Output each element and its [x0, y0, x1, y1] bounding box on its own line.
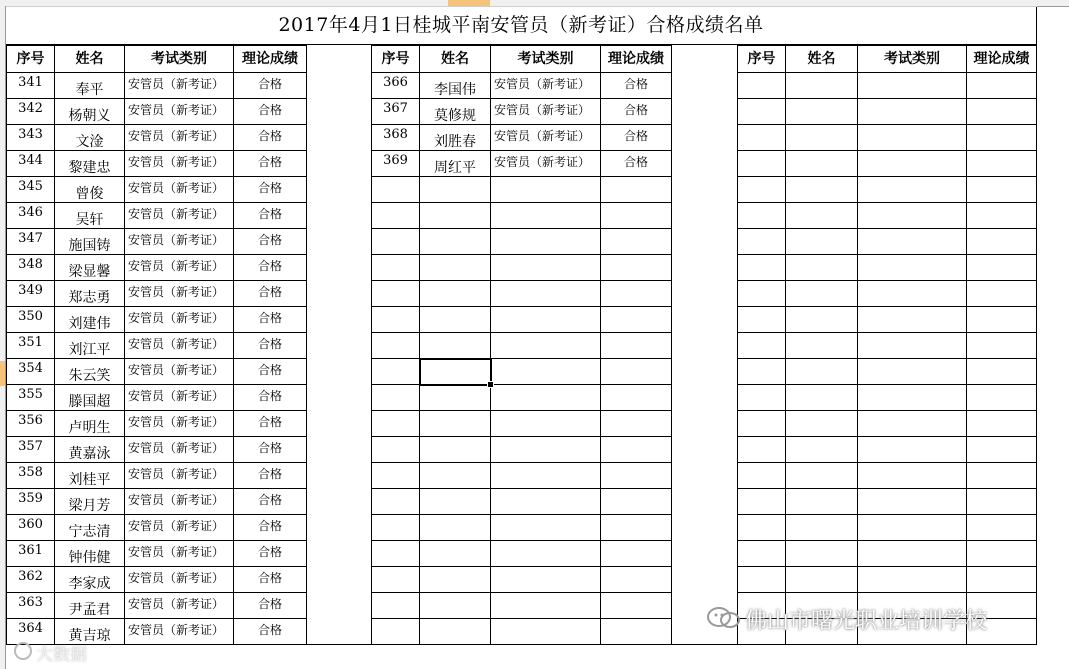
- theory-grade-cell[interactable]: 合格: [623, 103, 648, 117]
- exam-category-cell[interactable]: 安管员（新考证）: [128, 77, 225, 91]
- person-name-cell[interactable]: 刘建伟: [68, 316, 111, 332]
- watermark-left: 大数据: [36, 645, 87, 665]
- row-border: [371, 488, 672, 489]
- row-border: [737, 124, 1037, 125]
- row-number-cell[interactable]: 368: [383, 127, 408, 142]
- exam-category-cell[interactable]: 安管员（新考证）: [494, 129, 591, 143]
- row-number-cell[interactable]: 362: [18, 569, 43, 584]
- theory-grade-cell[interactable]: 合格: [257, 467, 282, 481]
- theory-grade-cell[interactable]: 合格: [257, 207, 282, 221]
- selected-row-header[interactable]: [0, 361, 5, 386]
- theory-grade-cell[interactable]: 合格: [257, 259, 282, 273]
- column-header-exam-category[interactable]: 考试类别: [151, 51, 207, 67]
- exam-category-cell[interactable]: 安管员（新考证）: [128, 363, 225, 377]
- row-border: [737, 410, 1037, 411]
- exam-category-cell[interactable]: 安管员（新考证）: [128, 415, 225, 429]
- column-border: [306, 45, 307, 645]
- row-border: [737, 358, 1037, 359]
- column-header-row-number[interactable]: 序号: [16, 51, 45, 67]
- person-name-cell[interactable]: 奉平: [75, 82, 104, 98]
- row-border: [371, 358, 672, 359]
- row-number-cell[interactable]: 350: [18, 309, 43, 324]
- row-border: [737, 202, 1037, 203]
- exam-category-cell[interactable]: 安管员（新考证）: [128, 311, 225, 325]
- theory-grade-cell[interactable]: 合格: [257, 493, 282, 507]
- theory-grade-cell[interactable]: 合格: [623, 155, 648, 169]
- theory-grade-cell[interactable]: 合格: [257, 363, 282, 377]
- exam-category-cell[interactable]: 安管员（新考证）: [128, 207, 225, 221]
- row-number-cell[interactable]: 346: [18, 205, 43, 220]
- column-header-exam-category[interactable]: 考试类别: [517, 51, 574, 67]
- exam-category-cell[interactable]: 安管员（新考证）: [128, 337, 225, 351]
- person-name-cell[interactable]: 李家成: [68, 576, 111, 592]
- exam-category-cell[interactable]: 安管员（新考证）: [128, 623, 225, 637]
- row-border: [371, 332, 672, 333]
- active-cell[interactable]: [419, 358, 492, 386]
- row-border: [737, 462, 1037, 463]
- column-header-person-name[interactable]: 姓名: [807, 51, 836, 67]
- row-border: [371, 592, 672, 593]
- theory-grade-cell[interactable]: 合格: [257, 155, 282, 169]
- row-border: [737, 592, 1037, 593]
- theory-grade-cell[interactable]: 合格: [257, 103, 282, 117]
- person-name-cell[interactable]: 施国铸: [68, 238, 111, 254]
- person-name-cell[interactable]: 宁志清: [68, 524, 111, 540]
- row-border: [371, 462, 672, 463]
- person-name-cell[interactable]: 郑志勇: [68, 290, 111, 306]
- person-name-cell[interactable]: 吴轩: [75, 212, 104, 228]
- row-border: [737, 514, 1037, 515]
- column-header-theory-grade[interactable]: 理论成绩: [973, 51, 1030, 67]
- row-number-cell[interactable]: 357: [18, 439, 43, 454]
- row-number-cell[interactable]: 342: [18, 101, 43, 116]
- theory-grade-cell[interactable]: 合格: [257, 337, 282, 351]
- column-header-exam-category[interactable]: 考试类别: [884, 51, 940, 67]
- column-header-row-number[interactable]: 序号: [747, 51, 776, 67]
- row-border: [371, 306, 672, 307]
- person-name-cell[interactable]: 莫修规: [434, 108, 476, 124]
- chat-bubble-icon: [12, 640, 34, 662]
- exam-category-cell[interactable]: 安管员（新考证）: [128, 519, 225, 533]
- exam-category-cell[interactable]: 安管员（新考证）: [128, 467, 225, 481]
- row-border: [737, 150, 1037, 151]
- row-number-cell[interactable]: 349: [18, 283, 43, 298]
- theory-grade-cell[interactable]: 合格: [257, 233, 282, 247]
- column-header-person-name[interactable]: 姓名: [75, 51, 104, 67]
- row-border: [371, 566, 672, 567]
- theory-grade-cell[interactable]: 合格: [257, 415, 282, 429]
- theory-grade-cell[interactable]: 合格: [257, 389, 282, 403]
- theory-grade-cell[interactable]: 合格: [257, 181, 282, 195]
- person-name-cell[interactable]: 卢明生: [68, 420, 111, 436]
- theory-grade-cell[interactable]: 合格: [257, 129, 282, 143]
- row-border: [737, 306, 1037, 307]
- row-border: [737, 566, 1037, 567]
- gap-bottom-border: [306, 644, 371, 645]
- person-name-cell[interactable]: 黎建忠: [68, 160, 111, 176]
- row-border: [737, 332, 1037, 333]
- person-name-cell[interactable]: 李国伟: [434, 82, 476, 98]
- row-border: [737, 72, 1037, 73]
- row-border: [371, 514, 672, 515]
- row-border: [371, 228, 672, 229]
- row-border: [737, 644, 1037, 645]
- row-border: [737, 254, 1037, 255]
- watermark-school-name: 佛山市曙光职业培训学校: [745, 609, 988, 634]
- theory-grade-cell[interactable]: 合格: [257, 623, 282, 637]
- person-name-cell[interactable]: 杨朝义: [68, 108, 111, 124]
- person-name-cell[interactable]: 刘胜春: [434, 134, 476, 150]
- exam-category-cell[interactable]: 安管员（新考证）: [128, 493, 225, 507]
- exam-category-cell[interactable]: 安管员（新考证）: [128, 129, 225, 143]
- exam-category-cell[interactable]: 安管员（新考证）: [128, 571, 225, 585]
- theory-grade-cell[interactable]: 合格: [257, 311, 282, 325]
- row-border: [371, 176, 672, 177]
- theory-grade-cell[interactable]: 合格: [257, 77, 282, 91]
- exam-category-cell[interactable]: 安管员（新考证）: [128, 233, 225, 247]
- row-border: [737, 540, 1037, 541]
- exam-category-cell[interactable]: 安管员（新考证）: [128, 181, 225, 195]
- person-name-cell[interactable]: 尹孟君: [68, 602, 111, 618]
- sheet-title: 2017年4月1日桂城平南安管员（新考证）合格成绩名单: [278, 14, 764, 36]
- exam-category-cell[interactable]: 安管员（新考证）: [494, 155, 591, 169]
- column-border: [1036, 45, 1037, 645]
- exam-category-cell[interactable]: 安管员（新考证）: [128, 389, 225, 403]
- column-border: [785, 45, 786, 645]
- person-name-cell[interactable]: 黄吉琼: [68, 628, 111, 644]
- person-name-cell[interactable]: 滕国超: [68, 394, 111, 410]
- theory-grade-cell[interactable]: 合格: [623, 129, 648, 143]
- theory-grade-cell[interactable]: 合格: [257, 441, 282, 455]
- row-number-cell[interactable]: 364: [18, 621, 43, 636]
- row-number-cell[interactable]: 355: [18, 387, 43, 402]
- person-name-cell[interactable]: 刘江平: [68, 342, 111, 358]
- theory-grade-cell[interactable]: 合格: [257, 545, 282, 559]
- row-border: [371, 644, 672, 645]
- person-name-cell[interactable]: 梁月芳: [68, 498, 111, 514]
- row-border: [737, 488, 1037, 489]
- row-border: [737, 228, 1037, 229]
- wechat-icon: [706, 606, 742, 630]
- row-number-cell[interactable]: 359: [18, 491, 43, 506]
- row-number-cell[interactable]: 351: [18, 335, 43, 350]
- row-border: [371, 618, 672, 619]
- column-border: [671, 45, 672, 645]
- row-number-cell[interactable]: 347: [18, 231, 43, 246]
- person-name-cell[interactable]: 刘桂平: [68, 472, 111, 488]
- row-number-cell[interactable]: 356: [18, 413, 43, 428]
- theory-grade-cell[interactable]: 合格: [257, 519, 282, 533]
- row-number-cell[interactable]: 363: [18, 595, 43, 610]
- theory-grade-cell[interactable]: 合格: [257, 285, 282, 299]
- exam-category-cell[interactable]: 安管员（新考证）: [128, 103, 225, 117]
- column-header-person-name[interactable]: 姓名: [441, 51, 469, 67]
- row-number-cell[interactable]: 366: [383, 75, 408, 90]
- person-name-cell[interactable]: 钟伟健: [68, 550, 111, 566]
- row-number-cell[interactable]: 348: [18, 257, 43, 272]
- person-name-cell[interactable]: 曾俊: [75, 186, 104, 202]
- theory-grade-cell[interactable]: 合格: [623, 77, 648, 91]
- exam-category-cell[interactable]: 安管员（新考证）: [128, 285, 225, 299]
- person-name-cell[interactable]: 文淦: [75, 134, 104, 150]
- exam-category-cell[interactable]: 安管员（新考证）: [128, 259, 225, 273]
- row-number-cell[interactable]: 354: [18, 361, 43, 376]
- fill-handle[interactable]: [487, 381, 494, 388]
- exam-category-cell[interactable]: 安管员（新考证）: [128, 597, 225, 611]
- person-name-cell[interactable]: 黄嘉泳: [68, 446, 111, 462]
- row-border: [737, 436, 1037, 437]
- row-number-cell[interactable]: 345: [18, 179, 43, 194]
- row-border: [737, 280, 1037, 281]
- column-header-row-number[interactable]: 序号: [381, 51, 410, 67]
- row-border: [371, 384, 672, 385]
- row-number-cell[interactable]: 369: [383, 153, 408, 168]
- row-number-cell[interactable]: 367: [383, 101, 408, 116]
- row-border: [371, 202, 672, 203]
- row-number-cell[interactable]: 343: [18, 127, 43, 142]
- row-border: [737, 176, 1037, 177]
- gap-bottom-border: [671, 644, 737, 645]
- exam-category-cell[interactable]: 安管员（新考证）: [128, 441, 225, 455]
- row-number-cell[interactable]: 358: [18, 465, 43, 480]
- column-header-theory-grade[interactable]: 理论成绩: [242, 51, 298, 67]
- row-number-cell[interactable]: 360: [18, 517, 43, 532]
- person-name-cell[interactable]: 周红平: [434, 160, 476, 176]
- row-border: [737, 384, 1037, 385]
- exam-category-cell[interactable]: 安管员（新考证）: [494, 77, 591, 91]
- row-number-cell[interactable]: 344: [18, 153, 43, 168]
- theory-grade-cell[interactable]: 合格: [257, 597, 282, 611]
- row-border: [371, 410, 672, 411]
- row-number-cell[interactable]: 361: [18, 543, 43, 558]
- person-name-cell[interactable]: 梁显馨: [68, 264, 111, 280]
- column-border: [857, 45, 858, 645]
- row-border: [371, 540, 672, 541]
- row-border: [737, 98, 1037, 99]
- exam-category-cell[interactable]: 安管员（新考证）: [128, 545, 225, 559]
- column-border: [966, 45, 967, 645]
- column-header-theory-grade[interactable]: 理论成绩: [608, 51, 664, 67]
- column-border: [737, 45, 738, 645]
- row-border: [371, 436, 672, 437]
- exam-category-cell[interactable]: 安管员（新考证）: [494, 103, 591, 117]
- person-name-cell[interactable]: 朱云笑: [68, 368, 111, 384]
- top-border: [6, 6, 1037, 7]
- row-number-cell[interactable]: 341: [18, 75, 43, 90]
- exam-category-cell[interactable]: 安管员（新考证）: [128, 155, 225, 169]
- row-border: [371, 254, 672, 255]
- theory-grade-cell[interactable]: 合格: [257, 571, 282, 585]
- row-border: [371, 280, 672, 281]
